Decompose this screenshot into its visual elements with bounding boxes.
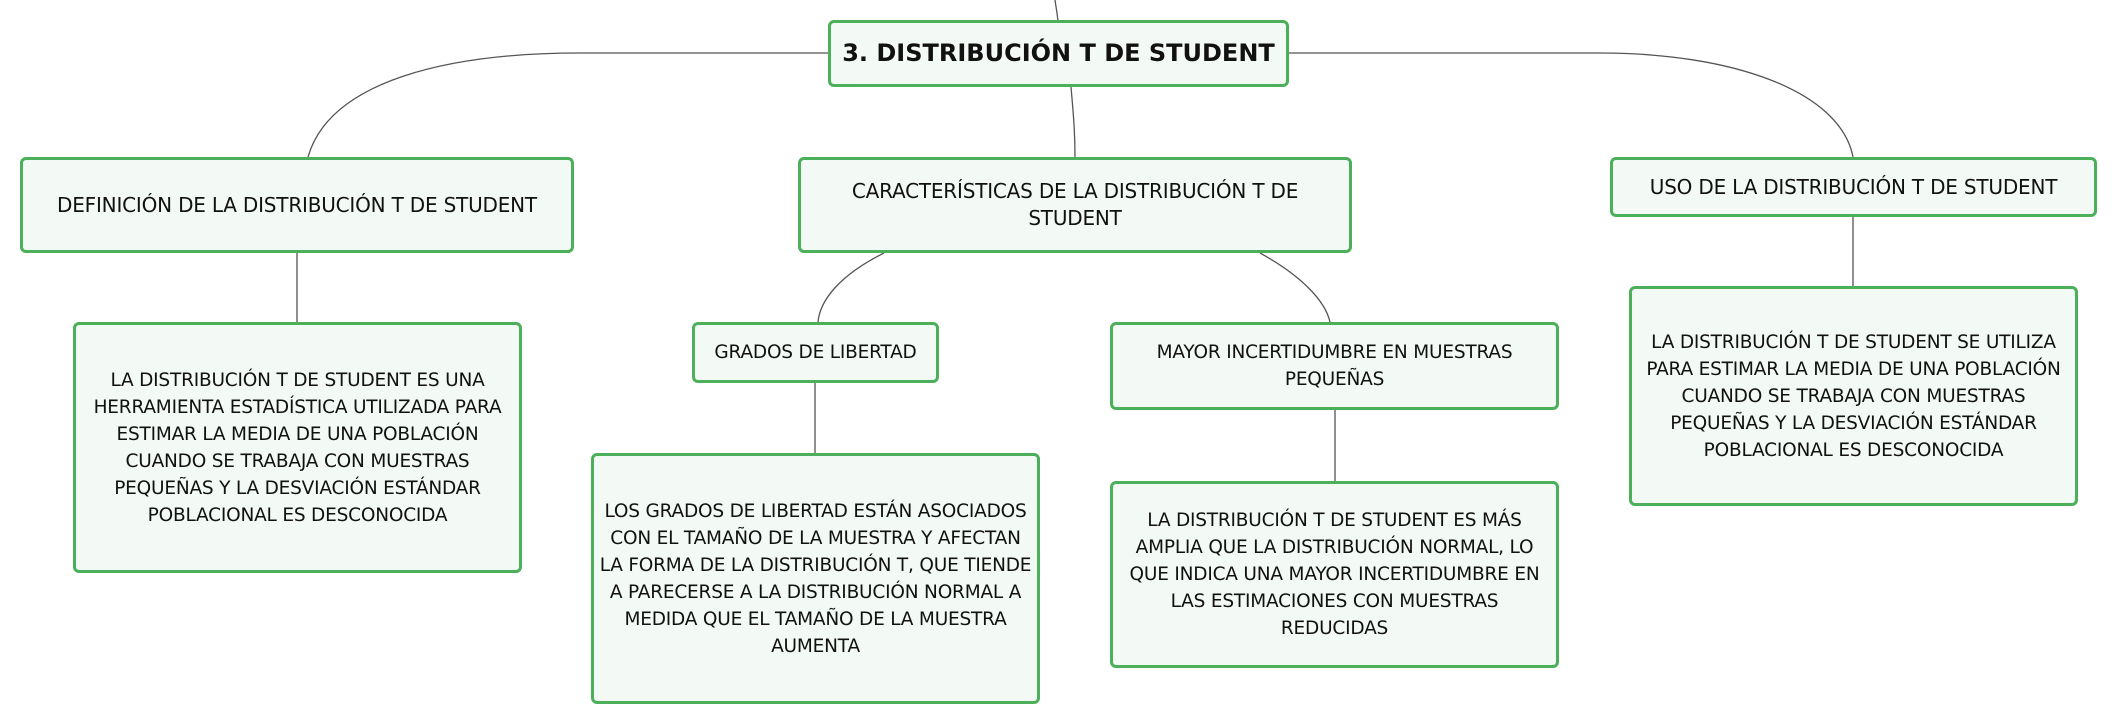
connector-caracteristicas-to-grados — [818, 253, 884, 322]
uso-description-text: LA DISTRIBUCIÓN T DE STUDENT SE UTILIZA PARA ESTIMAR LA MEDIA DE UNA POBLACIÓN CUANDO SE TRABAJA CON MUESTRAS PEQUEÑAS Y LA DESVIACIÓN ESTÁNDAR POBLACIONAL ES DESCONOCIDA — [1646, 331, 2061, 461]
topic-uso-node[interactable] — [1610, 157, 2097, 217]
subtopic-incertidumbre-node[interactable] — [1110, 322, 1559, 410]
definicion-description-text: LA DISTRIBUCIÓN T DE STUDENT ES UNA HERRAMIENTA ESTADÍSTICA UTILIZADA PARA ESTIMAR LA MEDIA DE UNA POBLACIÓN CUANDO SE TRABAJA CON MUESTRAS PEQUEÑAS Y LA DESVIACIÓN ESTÁNDAR POBLACIONAL ES DESCONOCIDA — [93, 369, 502, 526]
topic-uso-label: USO DE LA DISTRIBUCIÓN T DE STUDENT — [1649, 174, 2058, 199]
connector-root-to-definicion — [308, 53, 828, 157]
connector-root-to-caracteristicas — [1071, 87, 1075, 157]
root-topic-node[interactable] — [828, 20, 1289, 87]
grados-description-text: LOS GRADOS DE LIBERTAD ESTÁN ASOCIADOS CON EL TAMAÑO DE LA MUESTRA Y AFECTAN LA FORMA DE LA DISTRIBUCIÓN T, QUE TIENDE A PARECERSE A LA DISTRIBUCIÓN NORMAL A MEDIDA QUE EL TAMAÑO DE LA MUESTRA AUMENTA — [599, 500, 1032, 657]
grados-description-node[interactable] — [591, 453, 1040, 704]
subtopic-incertidumbre-label: MAYOR INCERTIDUMBRE EN MUESTRAS PEQUEÑAS — [1156, 342, 1513, 390]
incertidumbre-description-node[interactable] — [1110, 481, 1559, 668]
uso-description-node[interactable] — [1629, 286, 2078, 506]
connector-parent-to-root — [1055, 0, 1058, 21]
topic-definicion-label: DEFINICIÓN DE LA DISTRIBUCIÓN T DE STUDENT — [57, 192, 537, 217]
subtopic-grados-node[interactable] — [692, 322, 939, 383]
definicion-description-node[interactable] — [73, 322, 522, 573]
topic-caracteristicas-node[interactable] — [798, 157, 1352, 253]
root-topic-label: 3. DISTRIBUCIÓN T DE STUDENT — [842, 39, 1275, 67]
topic-definicion-node[interactable] — [20, 157, 574, 253]
connector-caracteristicas-to-incertidumbre — [1260, 253, 1330, 322]
topic-caracteristicas-label: CARACTERÍSTICAS DE LA DISTRIBUCIÓN T DE STUDENT — [851, 179, 1299, 230]
subtopic-grados-label: GRADOS DE LIBERTAD — [714, 342, 917, 363]
incertidumbre-description-text: LA DISTRIBUCIÓN T DE STUDENT ES MÁS AMPLIA QUE LA DISTRIBUCIÓN NORMAL, LO QUE INDICA UNA MAYOR INCERTIDUMBRE EN LAS ESTIMACIONES CON MUESTRAS REDUCIDAS — [1129, 510, 1540, 639]
connector-root-to-uso — [1289, 53, 1853, 157]
